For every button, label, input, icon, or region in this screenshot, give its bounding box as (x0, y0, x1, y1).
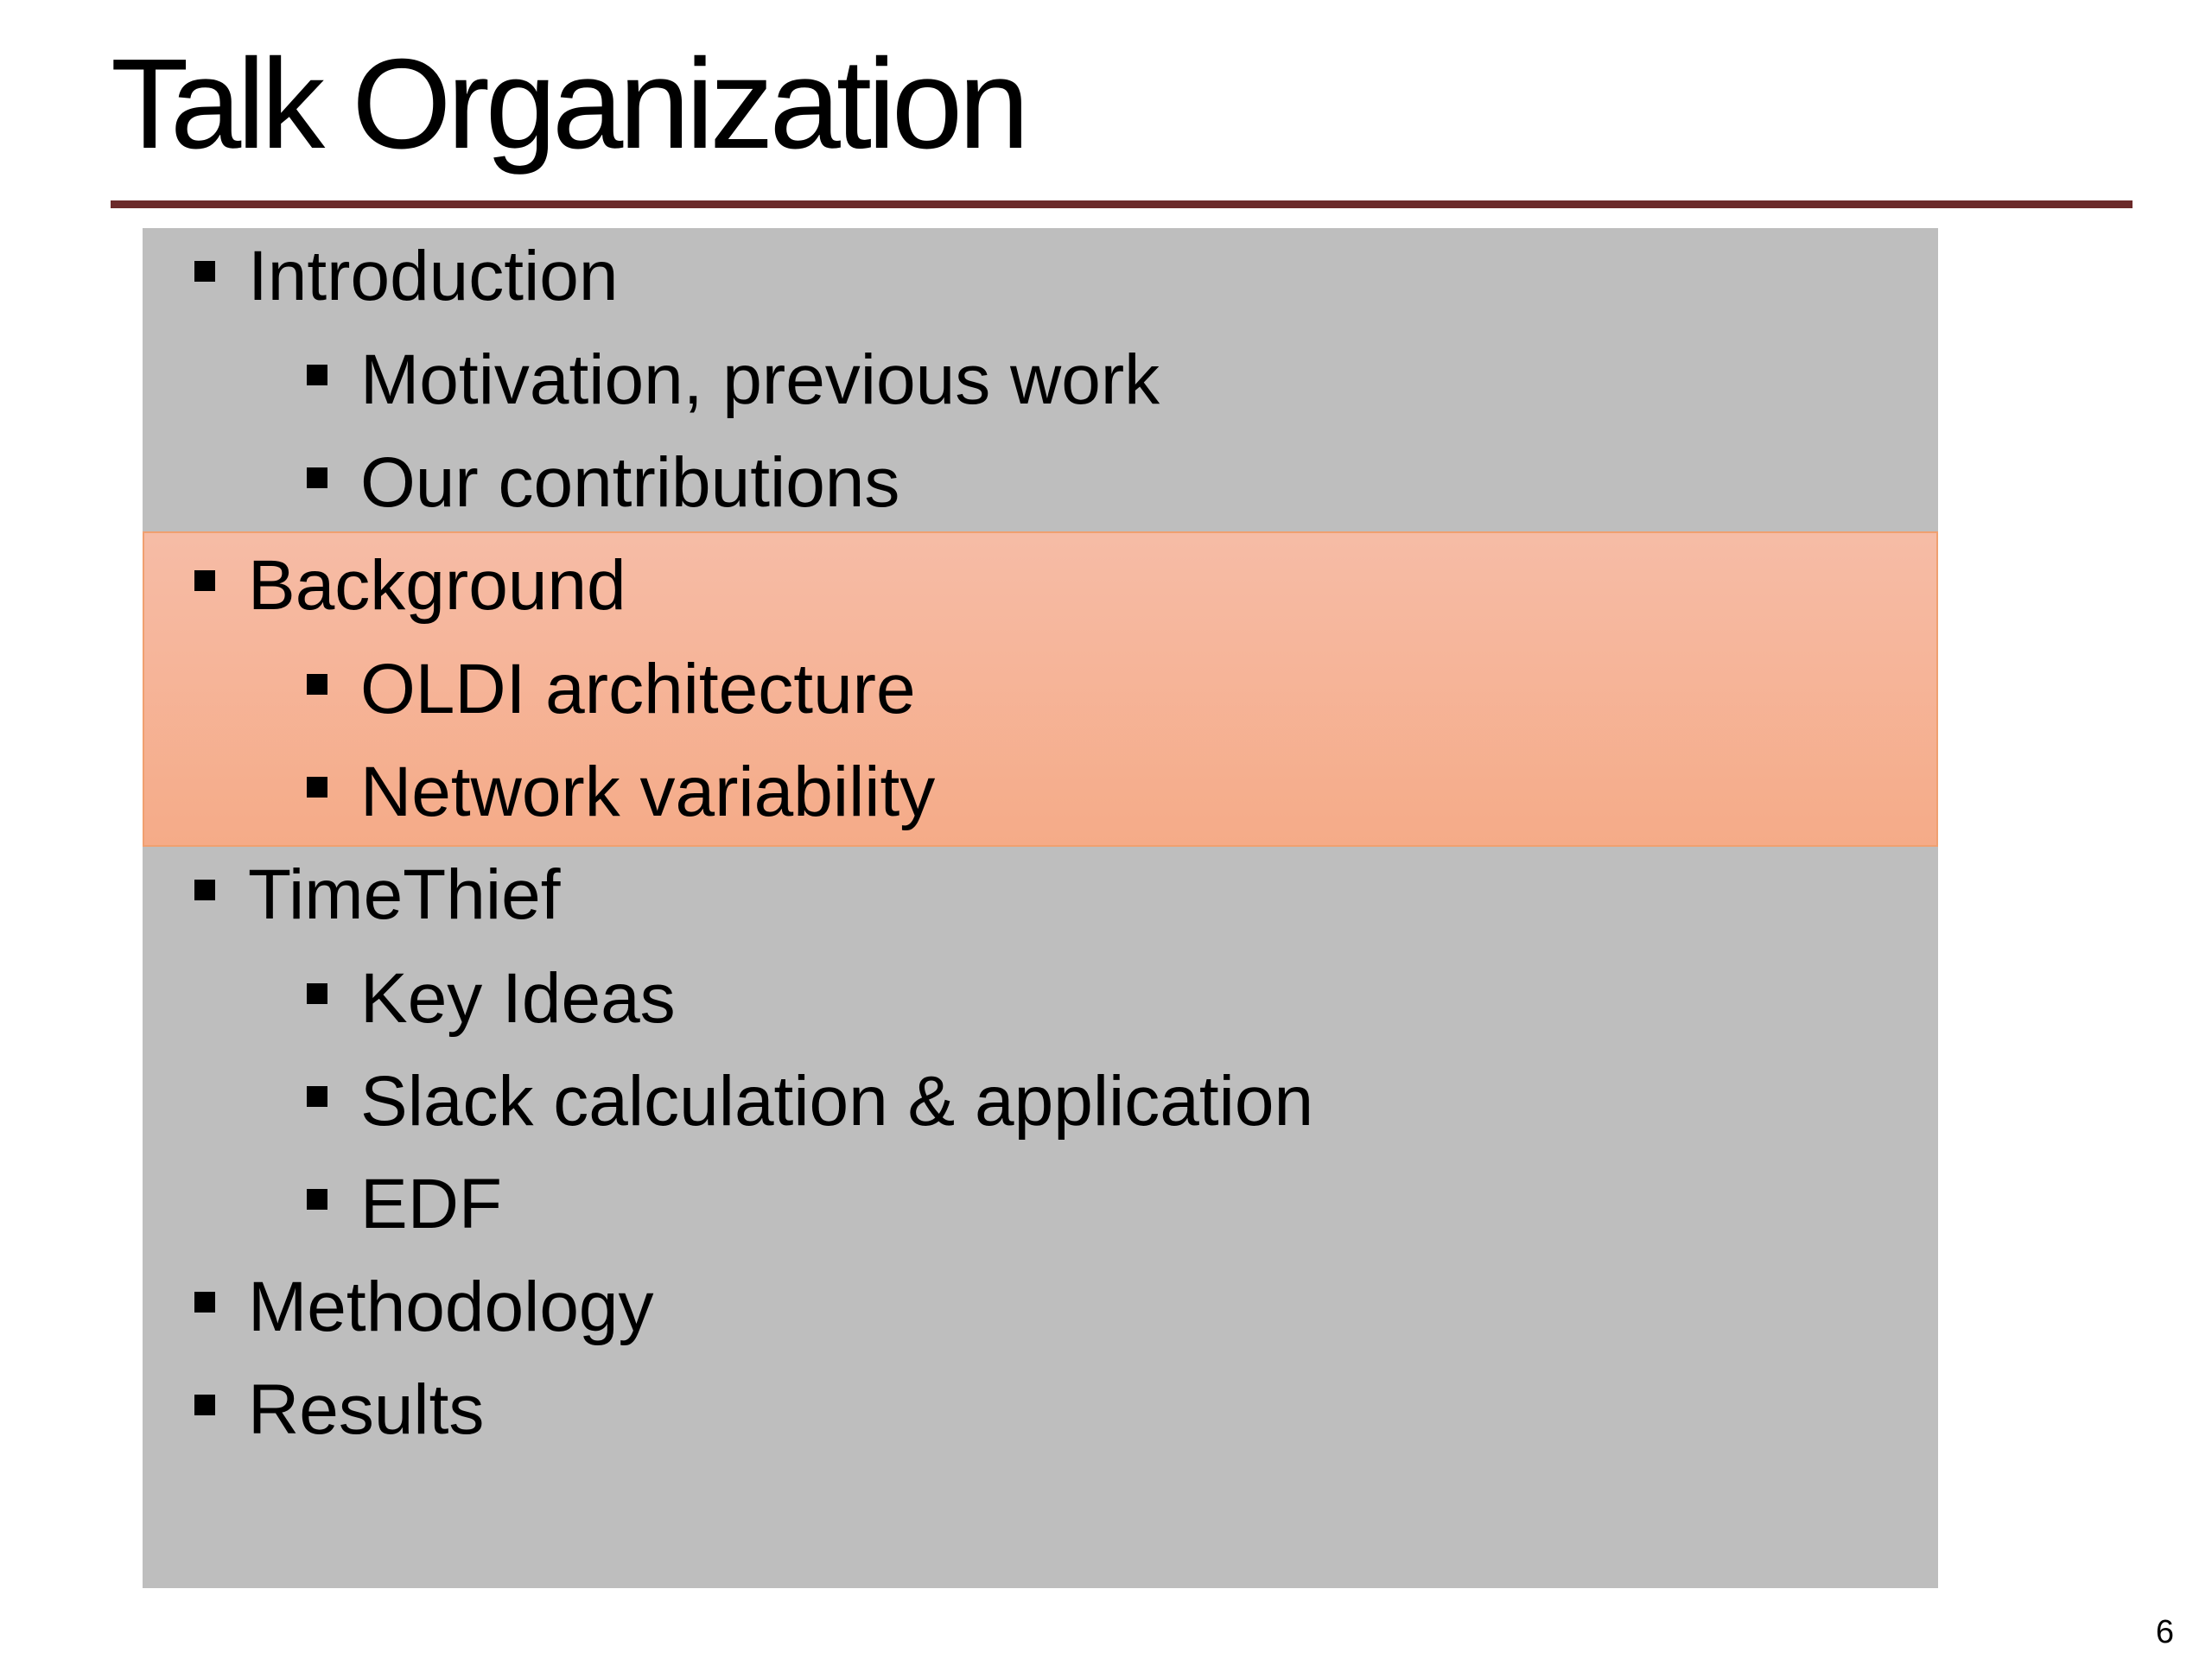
slide-title: Talk Organization (111, 33, 1026, 175)
square-bullet-icon (194, 570, 215, 591)
outline-item-motivation (307, 328, 1160, 432)
outline-item-label: Slack calculation & application (360, 1062, 1314, 1141)
square-bullet-icon (307, 1086, 327, 1107)
outline-item-label: Motivation, previous work (360, 340, 1160, 419)
outline-item-label: Background (248, 546, 626, 625)
square-bullet-icon (194, 261, 215, 282)
square-bullet-icon (307, 365, 327, 385)
outline-item-background (194, 534, 626, 638)
outline-item-label: Results (248, 1370, 485, 1449)
square-bullet-icon (307, 777, 327, 798)
outline-item-label: Methodology (248, 1268, 654, 1346)
outline-item-label: Key Ideas (360, 959, 676, 1038)
outline-item-results (194, 1358, 484, 1462)
square-bullet-icon (194, 880, 215, 900)
square-bullet-icon (307, 1189, 327, 1210)
outline-item-oldi-architecture (307, 638, 916, 741)
outline-item-label: Network variability (360, 753, 936, 831)
outline-item-introduction (194, 225, 619, 328)
outline-item-label: Introduction (248, 237, 619, 315)
outline-item-slack-calculation (307, 1050, 1313, 1154)
outline-item-network-variability (307, 741, 935, 844)
outline-item-edf (307, 1153, 502, 1256)
outline-item-label: EDF (360, 1165, 502, 1243)
outline-item-label: TimeThief (248, 855, 561, 934)
page-number: 6 (2155, 1614, 2174, 1650)
square-bullet-icon (307, 467, 327, 488)
square-bullet-icon (194, 1395, 215, 1415)
outline-item-contributions (307, 431, 899, 535)
outline-item-label: Our contributions (360, 443, 900, 522)
title-divider (111, 200, 2133, 208)
outline-item-label: OLDI architecture (360, 650, 916, 728)
square-bullet-icon (194, 1292, 215, 1313)
square-bullet-icon (307, 674, 327, 695)
outline-item-timethief (194, 843, 560, 947)
square-bullet-icon (307, 983, 327, 1004)
outline-item-methodology (194, 1255, 654, 1359)
outline-item-key-ideas (307, 947, 676, 1051)
